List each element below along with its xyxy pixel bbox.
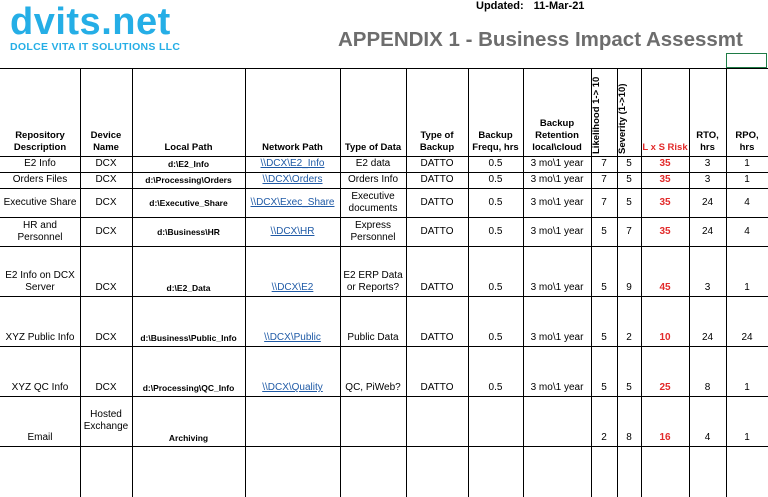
- updated-label: Updated:: [476, 0, 524, 12]
- cell-backup-frequency: 0.5: [488, 332, 503, 343]
- page-title: APPENDIX 1 - Business Impact Assessmt: [338, 28, 743, 51]
- cell-repository: XYZ QC Info: [11, 382, 69, 393]
- cell-likelihood: 2: [601, 432, 607, 443]
- cell-backup-frequency: 0.5: [488, 225, 503, 237]
- cell-local-path: d:\E2_Info: [167, 159, 210, 169]
- header-type-of-backup: Type of Backup: [419, 130, 455, 153]
- cell-backup-retention: 3 mo\1 year: [530, 225, 584, 237]
- cell-type-of-backup: DATTO: [420, 196, 454, 208]
- cell-network-path[interactable]: \\DCX\E2: [271, 282, 314, 293]
- cell-device: DCX: [95, 174, 117, 185]
- cell-type-of-backup: DATTO: [420, 332, 454, 343]
- cell-severity: 5: [626, 158, 632, 169]
- header-rto: RTO, hrs: [696, 130, 719, 153]
- cell-rto: 4: [704, 432, 711, 443]
- cell-backup-frequency: 0.5: [488, 196, 503, 208]
- cell-type-of-data: QC, PiWeb?: [345, 382, 401, 393]
- cell-rto: 3: [704, 158, 711, 169]
- cell-network-path[interactable]: \\DCX\Exec_Share: [250, 196, 335, 208]
- cell-risk: 16: [659, 432, 671, 443]
- cell-backup-frequency: 0.5: [488, 158, 503, 169]
- cell-rpo: 1: [744, 432, 750, 443]
- cell-severity: 2: [626, 332, 632, 343]
- cell-rto: 24: [701, 196, 714, 208]
- cell-local-path: d:\Business\HR: [157, 226, 220, 237]
- cell-type-of-backup: [406, 396, 468, 446]
- cell-severity: 9: [626, 282, 632, 293]
- header-network-path: Network Path: [262, 142, 323, 153]
- cell-risk: 35: [659, 225, 671, 237]
- cell-network-path[interactable]: [245, 396, 340, 446]
- cell-severity: 5: [626, 382, 632, 393]
- cell-rpo: 4: [744, 225, 750, 237]
- cell-local-path: d:\E2_Data: [166, 283, 211, 293]
- selected-cell[interactable]: [726, 53, 767, 68]
- header-backup-frequency: Backup Frequ, hrs: [472, 130, 519, 153]
- cell-backup-retention: 3 mo\1 year: [530, 282, 584, 293]
- logo-name: dvits.net: [10, 1, 171, 43]
- cell-local-path: d:\Executive_Share: [149, 197, 228, 208]
- cell-backup-frequency: 0.5: [488, 382, 503, 393]
- cell-severity: 8: [626, 432, 632, 443]
- header-local-path: Local Path: [164, 142, 213, 153]
- header-risk: L x S Risk: [642, 142, 688, 153]
- cell-device: Hosted Exchange: [83, 409, 129, 432]
- logo-tagline: DOLCE VITA IT SOLUTIONS LLC: [10, 41, 181, 53]
- cell-type-of-data: E2 data: [355, 158, 391, 169]
- cell-likelihood: 5: [601, 225, 607, 237]
- cell-likelihood: 7: [601, 158, 607, 169]
- updated-date: 11-Mar-21: [533, 0, 585, 12]
- cell-type-of-data: Public Data: [347, 332, 399, 343]
- cell-type-of-data: Executive documents: [348, 190, 398, 214]
- cell-type-of-backup: DATTO: [420, 158, 454, 169]
- cell-device: DCX: [95, 332, 117, 343]
- header-backup-retention: Backup Retention local\cloud: [532, 118, 582, 153]
- cell-backup-frequency: 0.5: [488, 174, 503, 185]
- cell-device: DCX: [95, 158, 117, 169]
- cell-local-path: Archiving: [168, 433, 209, 443]
- cell-device: DCX: [95, 382, 117, 393]
- cell-repository: E2 Info: [24, 158, 56, 169]
- cell-local-path: d:\Business\Public_Info: [140, 333, 237, 343]
- cell-local-path: d:\Processing\Orders: [145, 175, 232, 185]
- cell-device: DCX: [95, 196, 117, 208]
- cell-network-path[interactable]: \\DCX\Orders: [262, 174, 323, 185]
- cell-rto: 8: [704, 382, 711, 393]
- cell-type-of-backup: DATTO: [420, 225, 454, 237]
- cell-likelihood: 7: [601, 174, 607, 185]
- cell-severity: 5: [626, 196, 632, 208]
- cell-network-path[interactable]: \\DCX\Quality: [262, 382, 323, 393]
- cell-type-of-backup: DATTO: [420, 174, 454, 185]
- cell-type-of-data: E2 ERP Data or Reports?: [343, 270, 403, 293]
- cell-rpo: 1: [744, 282, 750, 293]
- cell-rpo: 1: [744, 174, 750, 185]
- cell-local-path: d:\Processing\QC_Info: [142, 383, 235, 393]
- cell-rto: 24: [701, 332, 714, 343]
- cell-backup-retention: 3 mo\1 year: [530, 332, 584, 343]
- cell-repository: Orders Files: [12, 174, 68, 185]
- header-type-of-data: Type of Data: [344, 142, 402, 153]
- cell-rto: 3: [704, 282, 711, 293]
- cell-backup-retention: 3 mo\1 year: [530, 382, 584, 393]
- cell-type-of-data: Orders Info: [347, 174, 399, 185]
- header-rpo: RPO, hrs: [735, 130, 759, 153]
- cell-repository: E2 Info on DCX Server: [5, 270, 75, 293]
- header-device: Device Name: [90, 130, 122, 153]
- cell-repository: Executive Share: [3, 196, 77, 208]
- cell-repository: XYZ Public Info: [5, 332, 75, 343]
- cell-likelihood: 7: [601, 196, 607, 208]
- cell-type-of-data: Express Personnel: [350, 219, 396, 243]
- cell-likelihood: 5: [601, 282, 607, 293]
- cell-likelihood: 5: [601, 332, 607, 343]
- cell-backup-retention: 3 mo\1 year: [530, 196, 584, 208]
- cell-rto: 24: [701, 225, 714, 237]
- header-severity: Severity (1->10): [617, 83, 628, 154]
- cell-risk: 10: [659, 332, 671, 343]
- header-repository: Repository Description: [13, 130, 67, 153]
- cell-network-path[interactable]: \\DCX\E2_Info: [260, 158, 325, 169]
- cell-likelihood: 5: [601, 382, 607, 393]
- cell-rpo: 4: [744, 196, 750, 208]
- cell-risk: 35: [659, 174, 671, 185]
- cell-backup-retention: 3 mo\1 year: [530, 158, 584, 169]
- cell-device: DCX: [95, 282, 117, 293]
- cell-type-of-backup: DATTO: [420, 382, 454, 393]
- cell-rpo: 24: [741, 332, 753, 343]
- cell-rpo: 1: [744, 382, 750, 393]
- cell-risk: 35: [659, 196, 671, 208]
- cell-risk: 45: [659, 282, 671, 293]
- cell-repository: HR and Personnel: [17, 219, 63, 243]
- cell-type-of-data: [340, 396, 406, 446]
- cell-backup-retention: 3 mo\1 year: [530, 174, 584, 185]
- cell-network-path[interactable]: \\DCX\HR: [270, 225, 315, 237]
- cell-severity: 5: [626, 174, 632, 185]
- cell-risk: 25: [659, 382, 671, 393]
- cell-device: DCX: [95, 225, 117, 237]
- cell-network-path[interactable]: \\DCX\Public: [264, 332, 321, 343]
- cell-rto: 3: [704, 174, 711, 185]
- header-likelihood: Likelihood 1-> 10: [591, 76, 602, 154]
- cell-type-of-backup: DATTO: [420, 282, 454, 293]
- cell-risk: 35: [659, 158, 671, 169]
- cell-severity: 7: [626, 225, 632, 237]
- cell-backup-frequency: 0.5: [488, 282, 503, 293]
- cell-rpo: 1: [744, 158, 750, 169]
- cell-repository: Email: [27, 432, 53, 443]
- cell-backup-frequency: [468, 396, 523, 446]
- cell-backup-retention: [523, 396, 591, 446]
